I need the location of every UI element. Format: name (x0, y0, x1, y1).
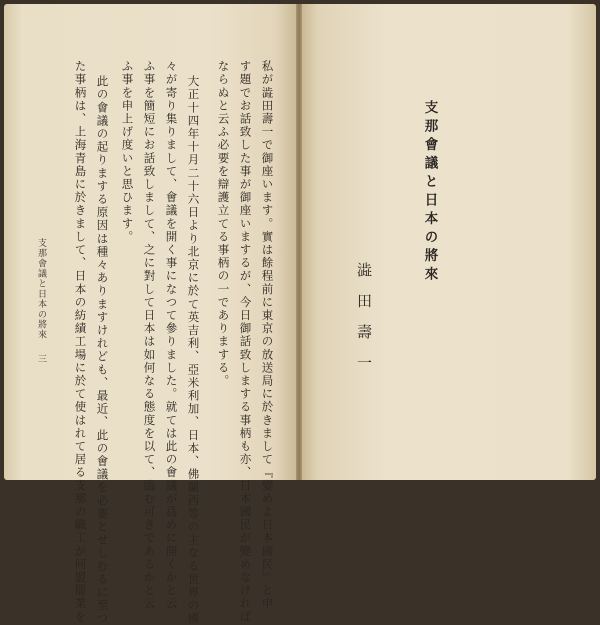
author-name: 澁田壽一 (355, 262, 373, 386)
body-line: 々が寄り集りまして、會議を開く事になつて參りました。就ては此の會議が爲めに開くかと云 (164, 60, 179, 611)
body-line: た事柄は、上海青島に於きまして、日本の紡績工場に於て使はれて居る支那の職工が同盟罷業を (73, 60, 88, 624)
body-line: 大正十四年十月二十六日より北京に於て英吉利、亞米利加、日本、佛蘭西等の主なる世界の國 (186, 75, 201, 625)
body-line: 此の會議の起りまする原因は種々ありますけれども、最近、此の會議を必要とせしむるに至つ (95, 75, 110, 625)
book-gutter (296, 4, 302, 480)
chapter-title: 支那會議と日本の將來 (421, 100, 438, 285)
running-head: 支那會議と日本の將來 (36, 238, 46, 340)
body-line: ふ事を申上げ度いと思ひます。 (120, 60, 135, 244)
body-line: す題でお話致した事が御座いまするが、今日御話致しまする事柄も亦、日本國民が變めなければ (238, 60, 253, 624)
body-line: 私が澁田壽一で御座います。實は餘程前に東京の放送局に於きまして『變めよ日本國民』と申 (260, 60, 275, 611)
page-number: 三 (38, 355, 48, 365)
body-line: ふ事を簡短にお話致しまして、之に對して日本は如何なる態度を以て、臨む可きであるかと云 (142, 60, 157, 611)
body-line: ならぬと云ふ必要を辯護立てる事柄の一でありまする。 (216, 60, 231, 388)
right-page (300, 4, 596, 480)
